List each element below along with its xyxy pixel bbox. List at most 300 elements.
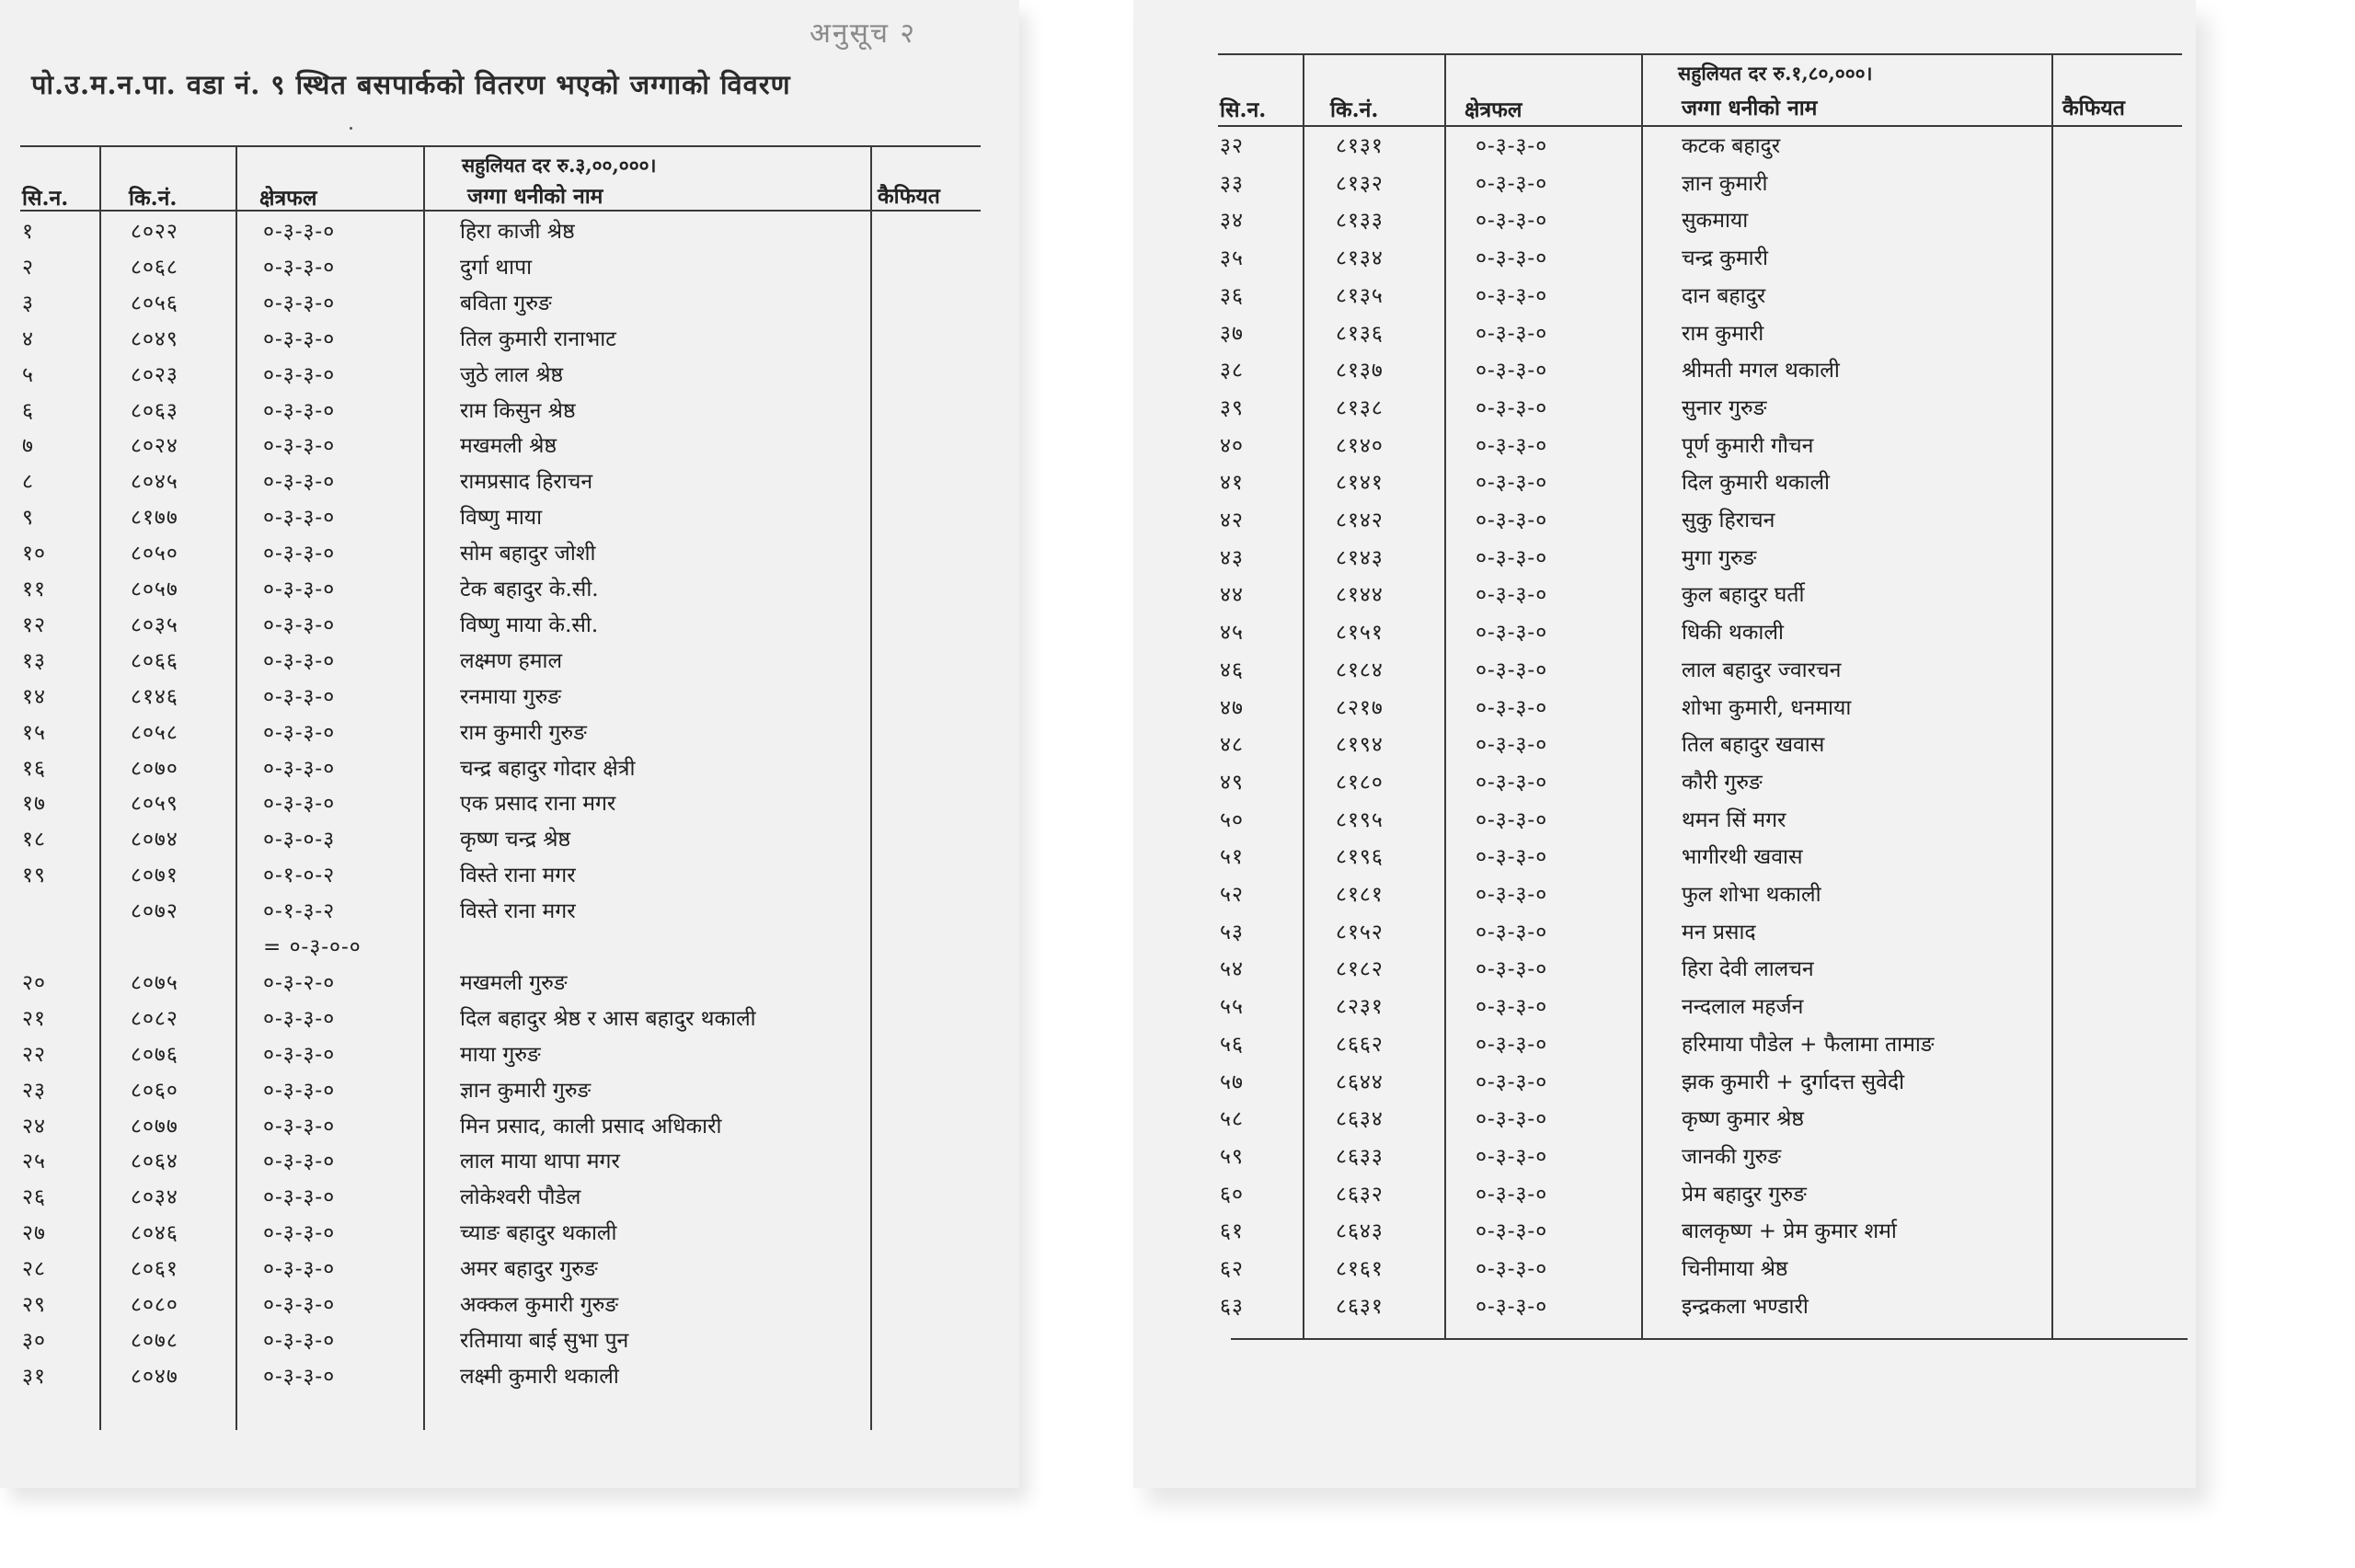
serial-number-cell: ८ (22, 470, 34, 495)
header-serial-number: सि.न. (1220, 97, 1267, 122)
area-cell: ०-३-३-० (263, 756, 336, 781)
serial-number-cell: ३० (22, 1328, 46, 1353)
table-row (1133, 430, 2191, 467)
owner-name-cell: सुनार गुरुङ (1682, 395, 1767, 420)
serial-number-cell: ३ (22, 291, 34, 315)
serial-number-cell: ३४ (1220, 209, 1244, 234)
document-page-right (1133, 0, 2196, 1488)
area-cell: ०-३-३-० (263, 1078, 336, 1103)
serial-number-cell: ६३ (1220, 1294, 1244, 1319)
serial-number-cell: ५२ (1220, 883, 1244, 907)
area-cell: ०-३-३-० (1476, 1107, 1548, 1132)
serial-number-cell: ५७ (1220, 1070, 1244, 1094)
serial-number-cell: ६१ (1220, 1219, 1244, 1244)
owner-name-cell: बालकृष्ण + प्रेम कुमार शर्मा (1682, 1219, 1897, 1244)
kitta-number-cell: ८०८० (131, 1293, 178, 1317)
area-cell: ०-३-३-० (263, 255, 336, 280)
kitta-number-cell: ८०७० (131, 756, 178, 781)
header-kitta-number: कि.नं. (1330, 97, 1379, 122)
kitta-number-cell: ८०८२ (131, 1006, 178, 1031)
area-cell: ०-३-३-० (1476, 134, 1548, 158)
kitta-number-cell: ८०६६ (131, 648, 178, 673)
serial-number-cell: ५८ (1220, 1107, 1244, 1132)
kitta-number-cell: ८०२३ (131, 362, 178, 387)
area-cell: ०-३-३-० (263, 1006, 336, 1031)
kitta-number-cell: ८०५० (131, 542, 178, 567)
owner-name-cell: अमर बहादुर गुरुङ (460, 1257, 598, 1282)
owner-name-cell: प्रेम बहादुर गुरुङ (1682, 1182, 1807, 1207)
owner-name-cell: च्याङ बहादुर थकाली (460, 1221, 617, 1246)
owner-name-cell: थमन सिं मगर (1682, 807, 1786, 832)
area-cell: ०-३-३-० (263, 398, 336, 423)
owner-name-cell: दिल कुमारी थकाली (1682, 471, 1830, 496)
kitta-number-cell: ८०७६ (131, 1042, 178, 1067)
owner-name-cell: दुर्गा थापा (460, 255, 533, 280)
kitta-number-cell: ८०६३ (131, 398, 178, 423)
serial-number-cell: १८ (22, 828, 46, 853)
serial-number-cell: २६ (22, 1185, 46, 1210)
area-cell: ०-३-३-० (1476, 920, 1548, 944)
kitta-number-cell: ८२३१ (1336, 995, 1384, 1020)
kitta-number-cell: ८०५६ (131, 291, 178, 315)
owner-name-cell: माया गुरुङ (460, 1042, 541, 1067)
serial-number-cell: ४३ (1220, 545, 1244, 570)
area-cell: ०-३-३-० (1476, 658, 1548, 682)
table-row (0, 360, 1012, 396)
table-row (1133, 1067, 2191, 1104)
table-row (0, 466, 1012, 503)
owner-name-cell: मिन प्रसाद, काली प्रसाद अधिकारी (460, 1114, 722, 1139)
owner-name-cell: पूर्ण कुमारी गौचन (1682, 433, 1814, 458)
area-cell: ०-३-३-० (1476, 770, 1548, 795)
serial-number-cell: ३८ (1220, 359, 1244, 383)
serial-number-cell: २० (22, 970, 46, 995)
area-cell: ०-३-३-० (1476, 583, 1548, 608)
document-page-left (0, 0, 1019, 1488)
table-bottom-rule (1231, 1338, 2188, 1340)
serial-number-cell: ७ (22, 434, 34, 459)
owner-name-cell: भागीरथी खवास (1682, 845, 1803, 870)
serial-number-cell: १७ (22, 792, 46, 817)
owner-name-cell: जानकी गुरुङ (1682, 1144, 1782, 1169)
table-top-rule (20, 145, 981, 147)
table-row (0, 1111, 1012, 1148)
serial-number-cell: १६ (22, 756, 46, 781)
table-row (0, 1003, 1012, 1040)
table-row (0, 753, 1012, 790)
owner-name-cell: नन्दलाल महर्जन (1682, 995, 1804, 1020)
area-cell: ०-३-३-० (1476, 545, 1548, 570)
kitta-number-cell: ८०७१ (131, 864, 178, 888)
table-row (0, 574, 1012, 611)
serial-number-cell: १३ (22, 648, 46, 673)
kitta-number-cell: ८१३७ (1336, 359, 1384, 383)
area-cell: ०-३-३-० (263, 612, 336, 637)
table-row (0, 252, 1012, 289)
document-title: पो.उ.म.न.पा. वडा नं. ९ स्थित बसपार्कको वितरण भएको जग्गाको विवरण (31, 69, 791, 100)
owner-name-cell: हरिमाया पौडेल + फैलामा तामाङ (1682, 1032, 1935, 1057)
owner-name-cell: लाल बहादुर ज्वारचन (1682, 658, 1842, 682)
serial-number-cell: १ (22, 220, 34, 244)
header-area: क्षेत्रफल (1465, 97, 1522, 122)
owner-name-cell: इन्द्रकला भण्डारी (1682, 1294, 1809, 1319)
kitta-number-cell: ८०४५ (131, 470, 178, 495)
owner-name-cell: लाल माया थापा मगर (460, 1150, 620, 1174)
kitta-number-cell: ८१५१ (1336, 621, 1384, 646)
kitta-number-cell: ८०७४ (131, 828, 178, 853)
area-cell: ०-१-०-२ (263, 864, 336, 888)
serial-number-cell: ५३ (1220, 920, 1244, 944)
area-cell: ०-३-३-० (263, 1150, 336, 1174)
owner-name-cell: दिल बहादुर श्रेष्ठ र आस बहादुर थकाली (460, 1006, 756, 1031)
owner-name-cell: मन प्रसाद (1682, 920, 1756, 944)
area-cell: ०-३-३-० (263, 1114, 336, 1139)
serial-number-cell: ६२ (1220, 1257, 1244, 1281)
owner-name-cell: सोम बहादुर जोशी (460, 542, 596, 567)
header-owner-name: जग्गा धनीको नाम (1682, 96, 1818, 120)
header-remarks: कैफियत (878, 184, 940, 209)
owner-name-cell: रामप्रसाद हिराचन (460, 470, 593, 495)
table-row (1133, 1141, 2191, 1178)
serial-number-cell: २२ (22, 1042, 46, 1067)
area-cell: ०-३-३-० (1476, 883, 1548, 907)
owner-name-cell: ज्ञान कुमारी (1682, 171, 1768, 196)
kitta-number-cell: ८१३५ (1336, 283, 1384, 308)
table-row (1133, 1179, 2191, 1216)
table-row (0, 610, 1012, 647)
serial-number-cell: ५९ (1220, 1144, 1244, 1169)
land-table-right (1133, 0, 2196, 1488)
annex-label: अनुसूच २ (810, 17, 917, 50)
serial-number-cell: ३७ (1220, 321, 1244, 346)
owner-name-cell: ज्ञान कुमारी गुरुङ (460, 1078, 592, 1103)
area-cell: ०-३-३-० (263, 1221, 336, 1246)
serial-number-cell: ९ (22, 506, 34, 531)
table-row (1133, 543, 2191, 579)
kitta-number-cell: ८१९६ (1336, 845, 1384, 870)
kitta-number-cell: ८०७२ (131, 899, 178, 924)
area-cell: ०-३-३-० (1476, 733, 1548, 758)
area-cell: ०-३-३-० (263, 1293, 336, 1317)
owner-name-cell: राम कुमारी (1682, 321, 1764, 346)
owner-name-cell: विष्णु माया के.सी. (460, 612, 599, 637)
table-row (1133, 280, 2191, 317)
owner-name-cell: मुगा गुरुङ (1682, 545, 1757, 570)
table-row (0, 430, 1012, 467)
table-row (1133, 467, 2191, 504)
owner-name-cell: शोभा कुमारी, धनमाया (1682, 695, 1852, 720)
table-header-rule (1218, 125, 2182, 127)
area-cell: ०-३-३-० (1476, 1182, 1548, 1207)
owner-name-cell: विष्णु माया (460, 506, 543, 531)
owner-name-cell: कटक बहादुर (1682, 134, 1781, 158)
area-cell: ०-३-३-० (1476, 807, 1548, 832)
table-row (0, 788, 1012, 825)
kitta-number-cell: ८०५७ (131, 578, 178, 601)
serial-number-cell: ५४ (1220, 957, 1244, 982)
area-cell: ०-३-३-० (263, 1364, 336, 1389)
area-cell: ०-३-३-० (1476, 246, 1548, 271)
area-cell: ०-३-३-० (1476, 433, 1548, 458)
table-row (1133, 505, 2191, 542)
area-cell: ०-३-३-० (1476, 1144, 1548, 1169)
area-cell: ०-३-३-० (1476, 621, 1548, 646)
kitta-number-cell: ८१४३ (1336, 545, 1384, 570)
serial-number-cell: ४१ (1220, 471, 1244, 496)
area-cell: ०-३-३-० (263, 1328, 336, 1353)
area-cell: ०-३-३-० (263, 792, 336, 817)
table-row (1133, 917, 2191, 954)
owner-name-cell: दान बहादुर (1682, 283, 1766, 308)
area-cell: ०-३-३-० (1476, 995, 1548, 1020)
kitta-number-cell: ८२१७ (1336, 695, 1384, 720)
kitta-number-cell: ८६४४ (1336, 1070, 1384, 1094)
owner-name-cell: लक्ष्मण हमाल (460, 648, 563, 673)
table-row (1133, 841, 2191, 878)
owner-name-cell: झक कुमारी + दुर्गादत्त सुवेदी (1682, 1070, 1905, 1094)
owner-name-cell: विस्ते राना मगर (460, 864, 576, 888)
kitta-number-cell: ८१४६ (131, 684, 178, 709)
serial-number-cell: ३५ (1220, 246, 1244, 271)
table-row (0, 967, 1012, 1004)
table-row (0, 1039, 1012, 1076)
owner-name-cell: राम कुमारी गुरुङ (460, 720, 587, 745)
table-row (1133, 393, 2191, 429)
table-row (1133, 954, 2191, 990)
table-row (0, 324, 1012, 361)
owner-name-cell: सुकमाया (1682, 209, 1749, 234)
serial-number-cell: ४८ (1220, 733, 1244, 758)
serial-number-cell: ३२ (1220, 134, 1244, 158)
serial-number-cell: ३९ (1220, 395, 1244, 420)
kitta-number-cell: ८०४६ (131, 1221, 178, 1246)
table-row (0, 1253, 1012, 1290)
table-row (1133, 1253, 2191, 1290)
owner-name-cell: चिनीमाया श्रेष्ठ (1682, 1257, 1788, 1281)
kitta-number-cell: ८६४३ (1336, 1219, 1384, 1244)
serial-number-cell: ३१ (22, 1364, 46, 1389)
area-cell: ०-३-३-० (1476, 509, 1548, 532)
serial-number-cell: ४६ (1220, 658, 1244, 682)
owner-name-cell: टेक बहादुर के.सी. (460, 578, 599, 601)
area-cell: ०-१-३-२ (263, 899, 336, 924)
header-area: क्षेत्रफल (259, 186, 317, 211)
serial-number-cell: ४५ (1220, 621, 1244, 646)
table-row (0, 646, 1012, 682)
table-row (0, 1325, 1012, 1362)
owner-name-cell: कृष्ण कुमार श्रेष्ठ (1682, 1107, 1804, 1132)
table-row (1133, 243, 2191, 280)
owner-name-cell: विस्ते राना मगर (460, 899, 576, 924)
header-serial-number: सि.न. (22, 186, 69, 211)
table-row (1133, 729, 2191, 766)
area-cell: ०-३-३-० (263, 362, 336, 387)
kitta-number-cell: ८०३५ (131, 612, 178, 637)
table-row (1133, 692, 2191, 729)
table-row (0, 502, 1012, 539)
kitta-number-cell: ८१३८ (1336, 395, 1384, 420)
serial-number-cell: १० (22, 542, 46, 567)
kitta-number-cell: ८०२४ (131, 434, 178, 459)
area-cell: ०-३-३-० (263, 578, 336, 601)
table-row (0, 1218, 1012, 1254)
kitta-number-cell: ८१४० (1336, 433, 1384, 458)
table-row (0, 395, 1012, 432)
table-row (1133, 355, 2191, 392)
area-cell: ०-३-३-० (1476, 395, 1548, 420)
table-row (1133, 1029, 2191, 1066)
owner-name-cell: चन्द्र बहादुर गोदार क्षेत्री (460, 756, 636, 781)
table-row (0, 681, 1012, 718)
serial-number-cell: ५ (22, 362, 34, 387)
owner-name-cell: कुल बहादुर घर्ती (1682, 583, 1805, 608)
kitta-number-cell: ८१५२ (1336, 920, 1384, 944)
area-cell: ०-३-३-० (263, 220, 336, 244)
owner-name-cell: जुठे लाल श्रेष्ठ (460, 362, 564, 387)
owner-name-cell: मखमली गुरुङ (460, 970, 568, 995)
area-cell: ०-३-३-० (1476, 171, 1548, 196)
serial-number-cell: १२ (22, 612, 46, 637)
kitta-number-cell: ८१३३ (1336, 209, 1384, 234)
serial-number-cell: २१ (22, 1006, 46, 1031)
owner-name-cell: तिल कुमारी रानाभाट (460, 326, 616, 351)
kitta-number-cell: ८०६४ (131, 1150, 178, 1174)
area-cell: ०-३-३-० (1476, 695, 1548, 720)
area-cell: ०-३-३-० (1476, 957, 1548, 982)
table-row (1133, 1291, 2191, 1328)
header-remarks: कैफियत (2062, 96, 2125, 120)
table-row (0, 1361, 1012, 1398)
owner-name-cell: रनमाया गुरुङ (460, 684, 561, 709)
owner-name-cell: हिरा काजी श्रेष्ठ (460, 220, 575, 244)
kitta-number-cell: ८०४७ (131, 1364, 178, 1389)
serial-number-cell: ४० (1220, 433, 1244, 458)
kitta-number-cell: ८०७८ (131, 1328, 178, 1353)
kitta-number-cell: ८१३२ (1336, 171, 1384, 196)
area-cell: ०-३-३-० (1476, 359, 1548, 383)
table-row (1133, 318, 2191, 355)
owner-name-cell: हिरा देवी लालचन (1682, 957, 1814, 982)
kitta-number-cell: ८०५९ (131, 792, 178, 817)
area-cell: ०-३-३-० (263, 506, 336, 531)
kitta-number-cell: ८१८२ (1336, 957, 1384, 982)
table-row (1133, 991, 2191, 1028)
area-cell: ०-३-३-० (1476, 1294, 1548, 1319)
serial-number-cell: ६० (1220, 1182, 1244, 1207)
kitta-number-cell: ८१८४ (1336, 658, 1384, 682)
table-top-rule (1218, 53, 2182, 55)
owner-name-cell: सुकु हिराचन (1682, 509, 1775, 532)
kitta-number-cell: ८१९४ (1336, 733, 1384, 758)
kitta-number-cell: ८०३४ (131, 1185, 178, 1210)
table-row (0, 824, 1012, 861)
header-concession-rate: सहुलियत दर रु.३,००,०००। (462, 154, 657, 177)
kitta-number-cell: ८६३४ (1336, 1107, 1384, 1132)
kitta-number-cell: ८१३१ (1336, 134, 1384, 158)
area-cell: ०-३-३-० (1476, 209, 1548, 234)
owner-name-cell: अक्कल कुमारी गुरुङ (460, 1293, 619, 1317)
serial-number-cell: ११ (22, 578, 46, 601)
table-row (0, 1146, 1012, 1183)
kitta-number-cell: ८०६० (131, 1078, 178, 1103)
owner-name-cell: तिल बहादुर खवास (1682, 733, 1825, 758)
table-row (1133, 1216, 2191, 1253)
owner-name-cell: फुल शोभा थकाली (1682, 883, 1821, 907)
serial-number-cell: ४४ (1220, 583, 1244, 608)
area-cell: ०-३-३-० (263, 1257, 336, 1282)
kitta-number-cell: ८०६१ (131, 1257, 178, 1282)
area-cell: = ०-३-०-० (263, 935, 362, 959)
serial-number-cell: २४ (22, 1114, 46, 1139)
serial-number-cell: ६ (22, 398, 34, 423)
table-row (1133, 617, 2191, 654)
table-row (0, 860, 1012, 897)
table-row (1133, 205, 2191, 242)
area-cell: ०-३-०-३ (263, 828, 336, 853)
owner-name-cell: कौरी गुरुङ (1682, 770, 1763, 795)
table-row (1133, 168, 2191, 205)
area-cell: ०-३-३-० (263, 648, 336, 673)
serial-number-cell: १४ (22, 684, 46, 709)
owner-name-cell: लोकेश्वरी पौडेल (460, 1185, 581, 1210)
serial-number-cell: ५० (1220, 807, 1244, 832)
area-cell: ०-३-३-० (263, 291, 336, 315)
table-row (0, 288, 1012, 325)
owner-name-cell: राम किसुन श्रेष्ठ (460, 398, 576, 423)
area-cell: ०-३-३-० (263, 470, 336, 495)
kitta-number-cell: ८१६१ (1336, 1257, 1384, 1281)
kitta-number-cell: ८१४१ (1336, 471, 1384, 496)
area-cell: ०-३-३-० (1476, 1032, 1548, 1057)
land-table-left (0, 0, 1019, 1488)
table-row (0, 717, 1012, 754)
kitta-number-cell: ८१७७ (131, 506, 178, 531)
area-cell: ०-३-३-० (263, 684, 336, 709)
table-row (0, 896, 1012, 933)
serial-number-cell: २८ (22, 1257, 46, 1282)
serial-number-cell: ५१ (1220, 845, 1244, 870)
kitta-number-cell: ८०५८ (131, 720, 178, 745)
area-cell: ०-३-३-० (263, 434, 336, 459)
kitta-number-cell: ८६३१ (1336, 1294, 1384, 1319)
area-cell: ०-३-३-० (263, 1042, 336, 1067)
area-cell: ०-३-३-० (1476, 845, 1548, 870)
serial-number-cell: २५ (22, 1150, 46, 1174)
owner-name-cell: रतिमाया बाई सुभा पुन (460, 1328, 629, 1353)
area-cell: ०-३-३-० (263, 326, 336, 351)
table-row (0, 932, 1012, 968)
owner-name-cell: मखमली श्रेष्ठ (460, 434, 557, 459)
kitta-number-cell: ८१३४ (1336, 246, 1384, 271)
area-cell: ०-३-३-० (263, 542, 336, 567)
kitta-number-cell: ८०७५ (131, 970, 178, 995)
kitta-number-cell: ८१४४ (1336, 583, 1384, 608)
serial-number-cell: २७ (22, 1221, 46, 1246)
kitta-number-cell: ८१३६ (1336, 321, 1384, 346)
area-cell: ०-३-२-० (263, 970, 336, 995)
table-row (1133, 805, 2191, 841)
header-concession-rate: सहुलियत दर रु.१,८०,०००। (1678, 62, 1873, 85)
kitta-number-cell: ८६६२ (1336, 1032, 1384, 1057)
kitta-number-cell: ८१४२ (1336, 509, 1384, 532)
kitta-number-cell: ८१९५ (1336, 807, 1384, 832)
serial-number-cell: २९ (22, 1293, 46, 1317)
table-row (1133, 131, 2191, 167)
serial-number-cell: ५६ (1220, 1032, 1244, 1057)
serial-number-cell: २३ (22, 1078, 46, 1103)
area-cell: ०-३-३-० (1476, 471, 1548, 496)
table-row (0, 1289, 1012, 1326)
